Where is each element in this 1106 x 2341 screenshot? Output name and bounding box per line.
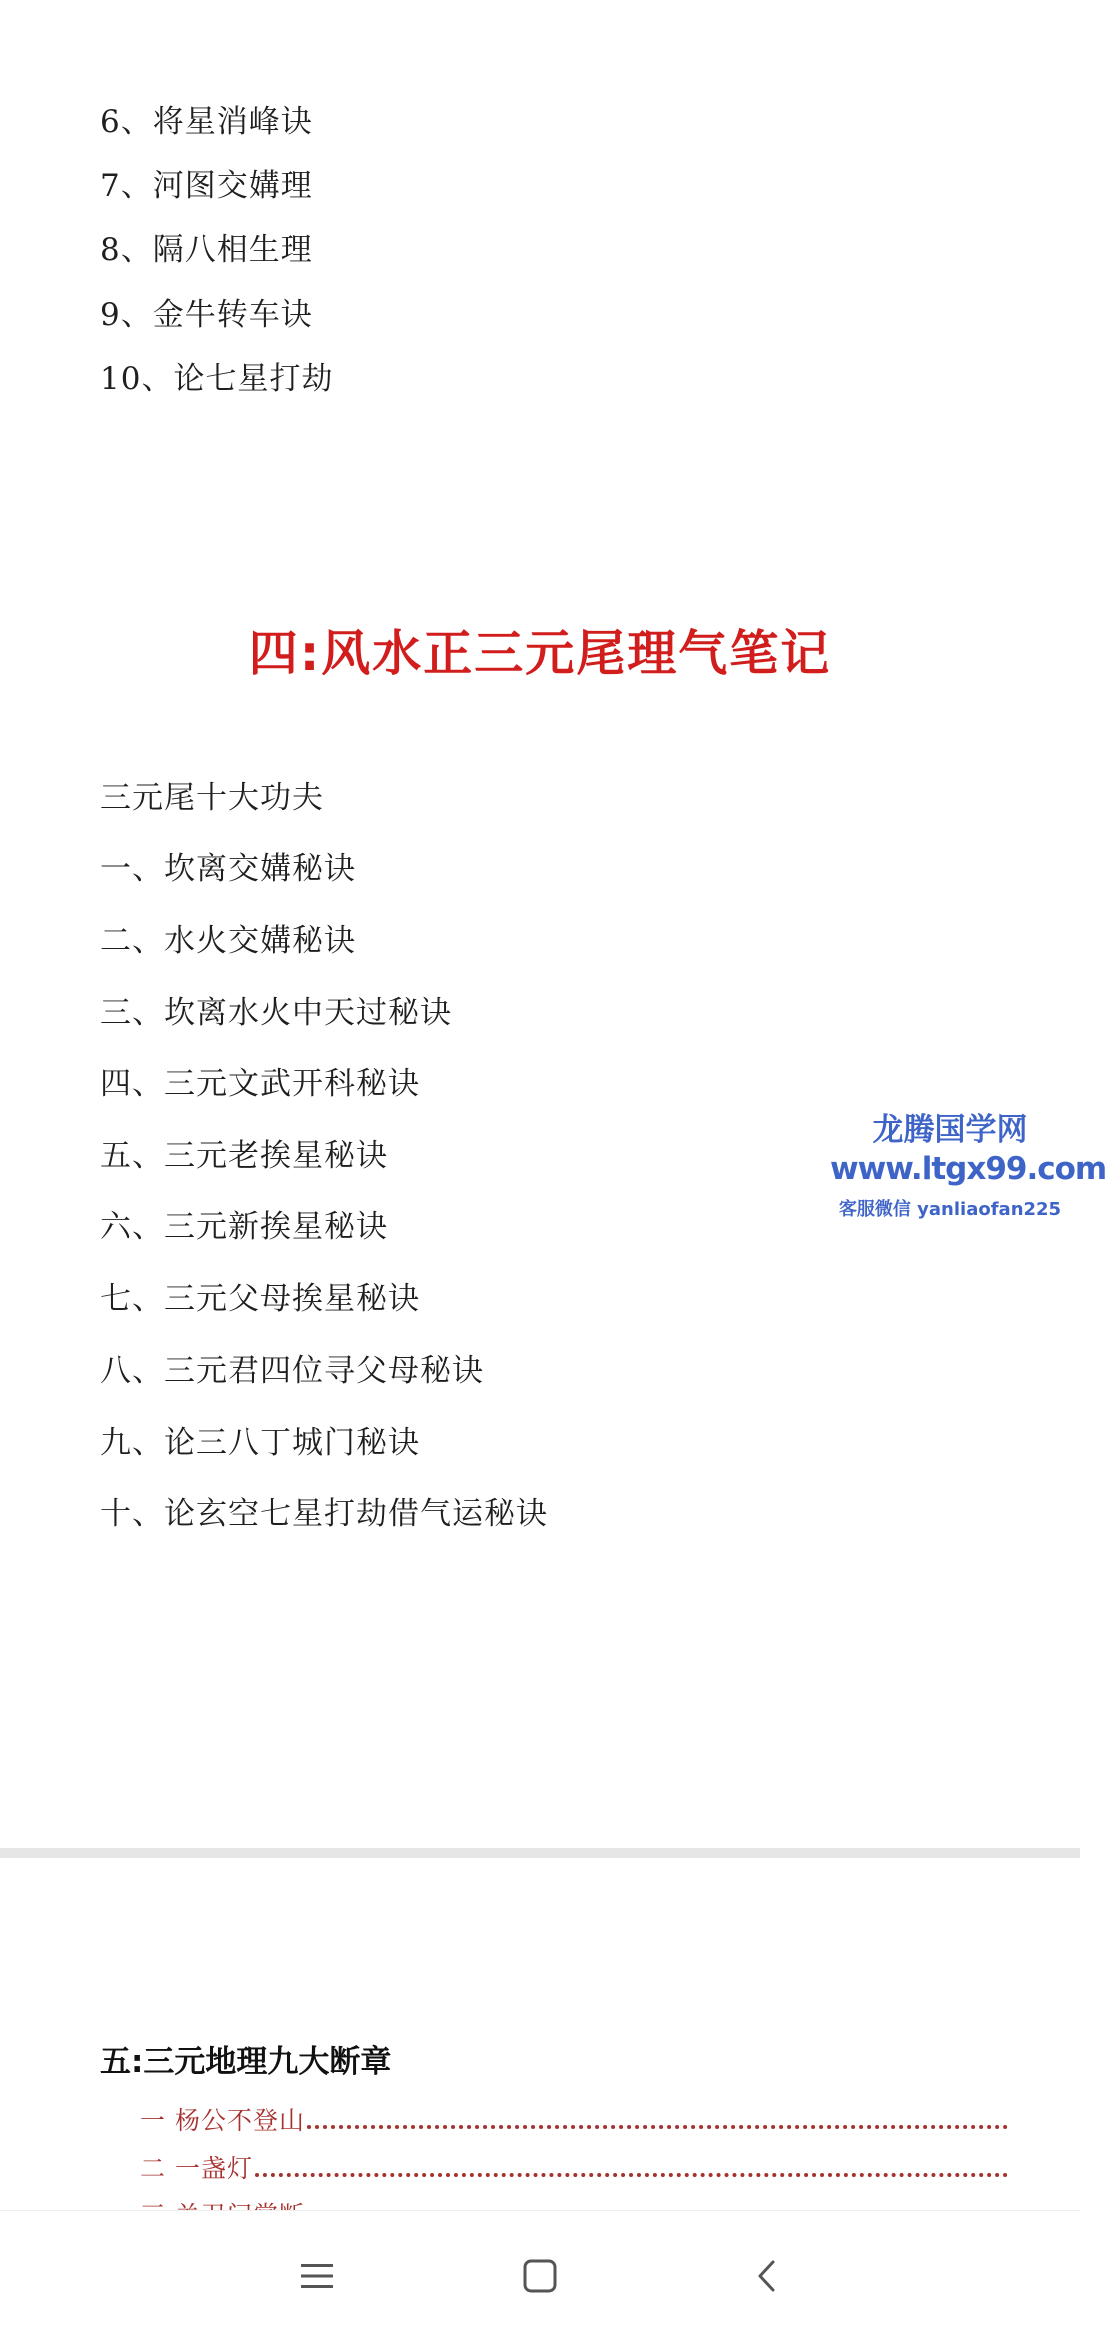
toc-entry-label: 二 一盏灯 (140, 2154, 253, 2183)
list-item: 十、论玄空七星打劫借气运秘诀 (100, 1496, 548, 1532)
list-item: 8、隔八相生理 (100, 232, 313, 268)
section-subtitle: 三元尾十大功夫 (100, 780, 324, 816)
list-item: 五、三元老挨星秘诀 (100, 1138, 388, 1174)
list-item: 9、金牛转车诀 (100, 297, 313, 333)
section-heading: 五:三元地理九大断章 (100, 2044, 392, 2080)
document-page (0, 1858, 1080, 2210)
watermark-contact: 客服微信 yanliaofan225 (838, 1199, 1062, 1220)
list-item: 三、坎离水火中天过秘诀 (100, 995, 452, 1031)
section-heading: 四:风水正三元尾理气笔记 (248, 625, 832, 682)
toc-leader-dots (255, 2173, 1008, 2177)
list-item: 一、坎离交媾秘诀 (100, 851, 356, 887)
list-item: 7、河图交媾理 (100, 168, 313, 204)
toc-leader-dots (307, 2125, 1008, 2129)
watermark-url: www.ltgx99.com (830, 1151, 1106, 1187)
home-square-icon[interactable] (515, 2251, 565, 2301)
list-item: 6、将星消峰诀 (100, 104, 313, 140)
back-chevron-icon[interactable] (742, 2251, 792, 2301)
list-item: 二、水火交媾秘诀 (100, 923, 356, 959)
toc-entry[interactable] (140, 2145, 1008, 2185)
menu-icon[interactable] (292, 2251, 342, 2301)
toc-entry-label: 一 杨公不登山 (140, 2106, 305, 2135)
page-divider (0, 1848, 1080, 1858)
list-item: 九、论三八丁城门秘诀 (100, 1425, 420, 1461)
list-item: 四、三元文武开科秘诀 (100, 1066, 420, 1102)
list-item: 八、三元君四位寻父母秘诀 (100, 1353, 484, 1389)
watermark (830, 1104, 1106, 1221)
toc-entry[interactable] (140, 2097, 1008, 2137)
watermark-title: 龙腾国学网 (872, 1112, 1028, 1148)
list-item: 六、三元新挨星秘诀 (100, 1209, 388, 1245)
system-nav-bar (0, 2210, 1080, 2341)
list-item: 七、三元父母挨星秘诀 (100, 1281, 420, 1317)
list-item: 10、论七星打劫 (100, 361, 334, 397)
